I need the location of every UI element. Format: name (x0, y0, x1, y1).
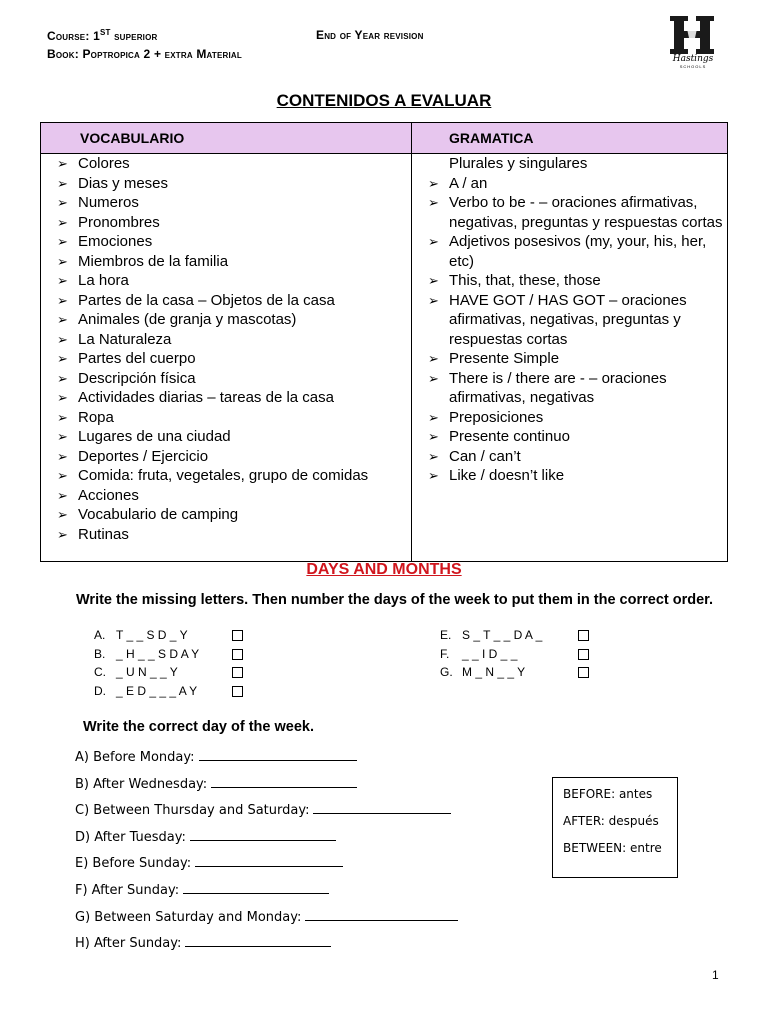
list-item: ➢ Like / doesn’t like (412, 466, 727, 486)
vocab-header: VOCABULARIO (41, 123, 412, 154)
word-option (94, 682, 243, 700)
answer-blank[interactable] (211, 775, 357, 788)
list-item: ➢ A / an (412, 174, 727, 194)
question-row (75, 828, 336, 845)
order-checkbox[interactable] (578, 649, 589, 660)
word-option (440, 645, 589, 663)
word-option (94, 626, 243, 644)
vocab-list (41, 154, 411, 544)
word-option (440, 626, 589, 644)
page-number: 1 (712, 968, 719, 982)
list-item: ➢ Lugares de una ciudad (41, 427, 411, 447)
course-number: 1 (93, 29, 100, 43)
question-text: B) After Wednesday: (75, 776, 208, 792)
order-checkbox[interactable] (232, 667, 243, 678)
list-item: ➢ Rutinas (41, 525, 411, 545)
table-header-row (41, 123, 728, 154)
translation-after: AFTER: después (563, 814, 659, 828)
course-sup: ST (99, 28, 111, 37)
list-item: ➢ Deportes / Ejercicio (41, 447, 411, 467)
book-value: Poptropica 2 + extra Material (82, 47, 242, 61)
exercise1-instruction: Write the missing letters. Then number the days of the week to put them in the correct order. (76, 592, 714, 608)
course-label: Course: (47, 29, 90, 43)
answer-blank[interactable] (190, 828, 336, 841)
course-level: superior (114, 29, 158, 43)
grammar-cell (412, 154, 728, 562)
question-row (75, 801, 451, 818)
question-row (75, 908, 458, 925)
school-logo (668, 14, 718, 70)
option-word: M _ N _ _ Y (462, 665, 526, 679)
list-item: ➢ Dias y meses (41, 174, 411, 194)
option-word: _ E D _ _ _ A Y (116, 683, 198, 698)
question-text: F) After Sunday: (75, 883, 180, 898)
list-item: ➢ Presente Simple (412, 349, 727, 369)
question-text: G) Between Saturday and Monday: (75, 909, 302, 925)
answer-blank[interactable] (199, 748, 357, 761)
question-text: A) Before Monday: (75, 750, 195, 765)
list-item: ➢ Vocabulario de camping (41, 505, 411, 525)
option-label: D. (94, 683, 106, 698)
question-text: D) After Tuesday: (75, 829, 186, 845)
question-text: E) Before Sunday: (75, 856, 192, 872)
logo-subtext: SCHOOLS (679, 64, 707, 69)
word-option (94, 645, 243, 663)
list-item: ➢ Comida: fruta, vegetales, grupo de comidas (41, 466, 411, 486)
contents-table (40, 122, 728, 562)
option-word: _ _ I D _ _ (462, 646, 518, 661)
book-label: Book: (47, 47, 79, 61)
list-item: ➢ Descripción física (41, 369, 411, 389)
option-label: G. (440, 665, 453, 679)
question-row (75, 775, 357, 792)
list-item: ➢ Emociones (41, 232, 411, 252)
list-item: ➢ Can / can’t (412, 447, 727, 467)
question-row (75, 854, 343, 871)
option-label: E. (440, 628, 452, 642)
answer-blank[interactable] (313, 801, 451, 814)
order-checkbox[interactable] (232, 649, 243, 660)
list-item: ➢ This, that, these, those (412, 271, 727, 291)
days-months-title: DAYS AND MONTHS (306, 561, 462, 578)
answer-blank[interactable] (305, 908, 458, 921)
list-item: ➢ Partes de la casa – Objetos de la casa (41, 291, 411, 311)
list-item: ➢ Miembros de la familia (41, 252, 411, 272)
course-line (47, 28, 158, 43)
answer-blank[interactable] (185, 934, 331, 947)
table-content-row (41, 154, 728, 562)
option-label: A. (94, 628, 106, 642)
option-label: C. (94, 665, 106, 679)
grammar-list (412, 154, 727, 486)
list-item: ➢ Presente continuo (412, 427, 727, 447)
question-text: H) After Sunday: (75, 936, 182, 952)
option-label: B. (94, 646, 106, 661)
list-item: ➢ Partes del cuerpo (41, 349, 411, 369)
list-item: ➢ Numeros (41, 193, 411, 213)
list-item: ➢ Actividades diarias – tareas de la casa (41, 388, 411, 408)
option-word: _ H _ _ S D A Y (116, 646, 200, 661)
translation-box (552, 777, 678, 878)
option-word: S _ T _ _ D A _ (462, 628, 543, 642)
question-row (75, 934, 331, 951)
word-option (94, 663, 243, 681)
option-word: _ U N _ _ Y (116, 665, 178, 679)
order-checkbox[interactable] (232, 630, 243, 641)
translation-between: BETWEEN: entre (563, 841, 662, 855)
order-checkbox[interactable] (578, 667, 589, 678)
vocab-cell (41, 154, 412, 562)
translation-before: BEFORE: antes (563, 787, 653, 801)
answer-blank[interactable] (195, 854, 343, 867)
list-item: ➢ La hora (41, 271, 411, 291)
list-item: ➢ Verbo to be - – oraciones afirmativas, negativas, preguntas y respuestas cortas (412, 193, 727, 232)
page-title: CONTENIDOS A EVALUAR (276, 91, 492, 110)
list-item: ➢ Animales (de granja y mascotas) (41, 310, 411, 330)
list-item: ➢ Pronombres (41, 213, 411, 233)
list-item: ➢ La Naturaleza (41, 330, 411, 350)
list-item: ➢ There is / there are - – oraciones afirmativas, negativas (412, 369, 727, 408)
order-checkbox[interactable] (578, 630, 589, 641)
book-line (47, 47, 242, 61)
list-item: ➢ Acciones (41, 486, 411, 506)
word-option (440, 663, 589, 681)
exercise2-instruction: Write the correct day of the week. (83, 719, 314, 735)
question-row (75, 748, 357, 765)
order-checkbox[interactable] (232, 686, 243, 697)
question-row (75, 881, 329, 898)
answer-blank[interactable] (183, 881, 329, 894)
list-item: ➢ Colores (41, 154, 411, 174)
question-text: C) Between Thursday and Saturday: (75, 803, 310, 819)
revision-title: End of Year revision (316, 28, 424, 42)
list-item: Plurales y singulares (449, 155, 588, 172)
option-word: T _ _ S D _ Y (116, 628, 188, 642)
list-item: ➢ Ropa (41, 408, 411, 428)
option-label: F. (440, 646, 450, 661)
logo-text: Hastings (672, 54, 714, 64)
list-item: ➢ Preposiciones (412, 408, 727, 428)
grammar-header: GRAMATICA (412, 123, 728, 154)
list-item: ➢ HAVE GOT / HAS GOT – oraciones afirmativas, negativas, preguntas y respuestas cortas (412, 291, 727, 350)
list-item: ➢ Adjetivos posesivos (my, your, his, her, etc) (412, 232, 727, 271)
